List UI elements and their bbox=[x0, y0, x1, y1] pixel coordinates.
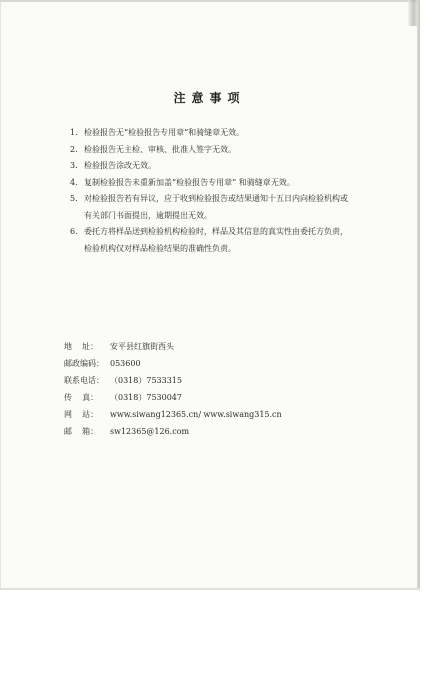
notice-item bbox=[70, 142, 390, 159]
contact-row-phone bbox=[64, 372, 364, 389]
binding-mark bbox=[408, 0, 417, 26]
notice-line: 检验报告涂改无效。 bbox=[84, 161, 156, 170]
notice-line: 复制检验报告未重新加盖“检验报告专用章” 和骑缝章无效。 bbox=[84, 177, 295, 187]
contact-row-website bbox=[64, 406, 364, 423]
notice-number: 2. bbox=[70, 144, 78, 154]
contact-row-fax bbox=[64, 389, 364, 406]
notice-item bbox=[70, 191, 390, 224]
page-top-edge bbox=[0, 0, 419, 2]
notice-text bbox=[84, 125, 390, 142]
website-value: www.siwang12365.cn/ www.siwang315.cn bbox=[110, 410, 282, 419]
notice-item bbox=[70, 125, 390, 142]
notice-number: 4. bbox=[70, 177, 78, 187]
notice-line: 检验机构仅对样品检验结果的准确性负责。 bbox=[84, 243, 236, 253]
contact-row-postcode bbox=[64, 355, 364, 372]
notice-text bbox=[84, 142, 390, 159]
postcode-value: 053600 bbox=[110, 359, 141, 368]
notice-text bbox=[84, 175, 390, 192]
contact-label: 传 真： bbox=[64, 393, 99, 402]
phone-value: （0318）7533315 bbox=[110, 376, 182, 385]
notice-line: 检验报告无主检、审核、批准人签字无效。 bbox=[84, 144, 236, 154]
contact-row-email bbox=[64, 423, 364, 440]
address-value: 安平县红旗街西头 bbox=[110, 342, 174, 351]
email-value: sw12365@126.com bbox=[110, 427, 190, 436]
notice-number: 6. bbox=[70, 227, 78, 236]
notice-item bbox=[70, 158, 390, 175]
page-title: 注意事项 bbox=[173, 91, 246, 105]
contact-info bbox=[64, 338, 364, 440]
contact-label: 网 站： bbox=[64, 410, 99, 419]
notice-line: 有关部门书面提出，逾期提出无效。 bbox=[84, 210, 212, 220]
contact-label: 邮政编码： bbox=[64, 359, 104, 368]
notice-line: 委托方将样品送到检验机构检验时，样品及其信息的真实性由委托方负责， bbox=[84, 227, 348, 236]
contact-label: 联系电话： bbox=[64, 376, 104, 385]
contact-row-address bbox=[64, 338, 364, 355]
notice-text bbox=[84, 224, 390, 257]
contact-label: 邮 箱： bbox=[64, 427, 99, 436]
fax-value: （0318）7530047 bbox=[110, 393, 182, 402]
notice-text bbox=[84, 158, 390, 175]
notice-item bbox=[70, 175, 390, 192]
notice-item bbox=[70, 224, 390, 257]
notice-text bbox=[84, 191, 390, 224]
notice-number: 5. bbox=[70, 194, 78, 203]
notice-line: 检验报告无“检验报告专用章”和骑缝章无效。 bbox=[84, 128, 245, 137]
notice-number: 3. bbox=[70, 161, 78, 170]
notice-line: 对检验报告若有异议，应于收到检验报告或结果通知十五日内向检验机构或 bbox=[84, 194, 348, 203]
contact-label: 地 址： bbox=[64, 342, 99, 351]
notice-list bbox=[70, 125, 390, 257]
page-bottom-edge bbox=[0, 588, 420, 590]
notice-number: 1. bbox=[70, 128, 78, 137]
